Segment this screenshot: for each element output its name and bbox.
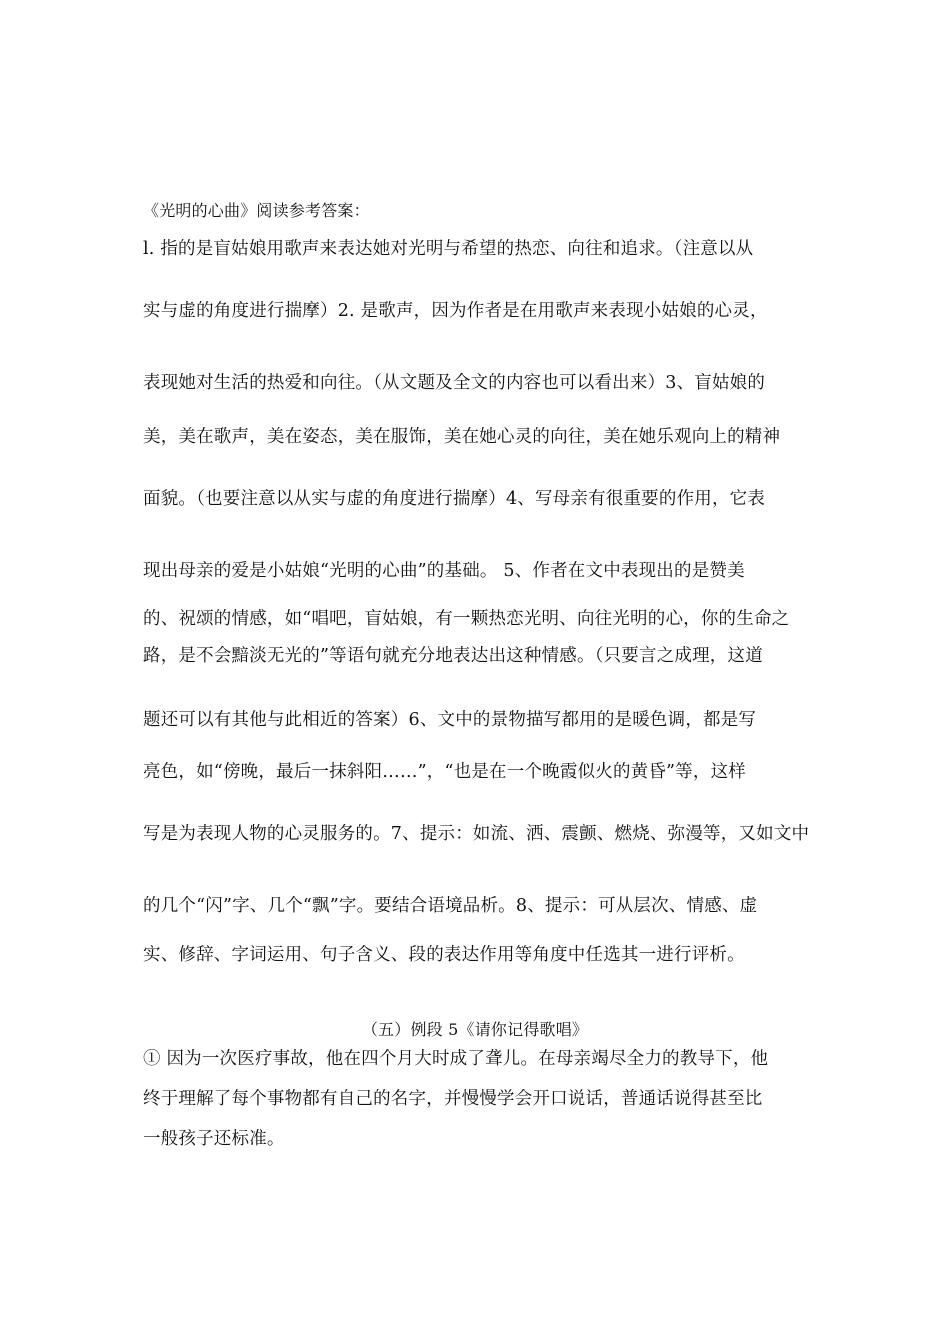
answer-line: 实与虚的角度进行揣摩）2. 是歌声，因为作者是在用歌声来表现小姑娘的心灵， xyxy=(143,301,768,321)
answer-line: 的、祝颂的情感，如“唱吧，盲姑娘，有一颗热恋光明、向往光明的心，你的生命之 xyxy=(143,609,790,629)
answer-line: 亮色，如“傍晚，最后一抹斜阳……”，“也是在一个晚霞似火的黄昏”等，这样 xyxy=(143,762,746,782)
answer-line: l. 指的是盲姑娘用歌声来表达她对光明与希望的热恋、向往和追求。（注意以从 xyxy=(143,239,754,259)
answer-line: 美，美在歌声，美在姿态，美在服饰，美在她心灵的向往，美在她乐观向上的精神 xyxy=(143,427,781,447)
passage-line: 一般孩子还标准。 xyxy=(143,1129,285,1149)
answer-line: 路，是不会黯淡无光的”等语句就充分地表达出这种情感。（只要言之成理，这道 xyxy=(143,646,763,666)
passage-line: ① 因为一次医疗事故，他在四个月大时成了聋儿。在母亲竭尽全力的教导下，他 xyxy=(143,1049,769,1069)
answer-line: 现出母亲的爱是小姑娘“光明的心曲”的基础。 5、作者在文中表现出的是赞美 xyxy=(143,561,745,581)
passage-line: 终于理解了每个事物都有自己的名字，并慢慢学会开口说话，普通话说得甚至比 xyxy=(143,1089,763,1109)
answer-line: 题还可以有其他与此相近的答案）6、文中的景物描写都用的是暖色调，都是写 xyxy=(143,710,757,730)
section-title: （五）例段 5《请你记得歌唱》 xyxy=(361,1020,589,1039)
answer-line: 写是为表现人物的心灵服务的。7、提示：如流、洒、震颤、燃烧、弥漫等，又如文中 xyxy=(143,824,810,844)
answer-line: 面貌。（也要注意以从实与虚的角度进行揣摩）4、写母亲有很重要的作用，它表 xyxy=(143,489,766,509)
answer-line: 表现她对生活的热爱和向往。（从文题及全文的内容也可以看出来）3、盲姑娘的 xyxy=(143,373,766,393)
answer-heading: 《光明的心曲》阅读参考答案： xyxy=(143,201,370,220)
answer-line: 的几个“闪”字、几个“飘”字。要结合语境品析。8、提示：可从层次、情感、虚 xyxy=(143,896,758,916)
answer-line: 实、修辞、字词运用、句子含义、段的表达作用等角度中任选其一进行评析。 xyxy=(143,945,745,965)
